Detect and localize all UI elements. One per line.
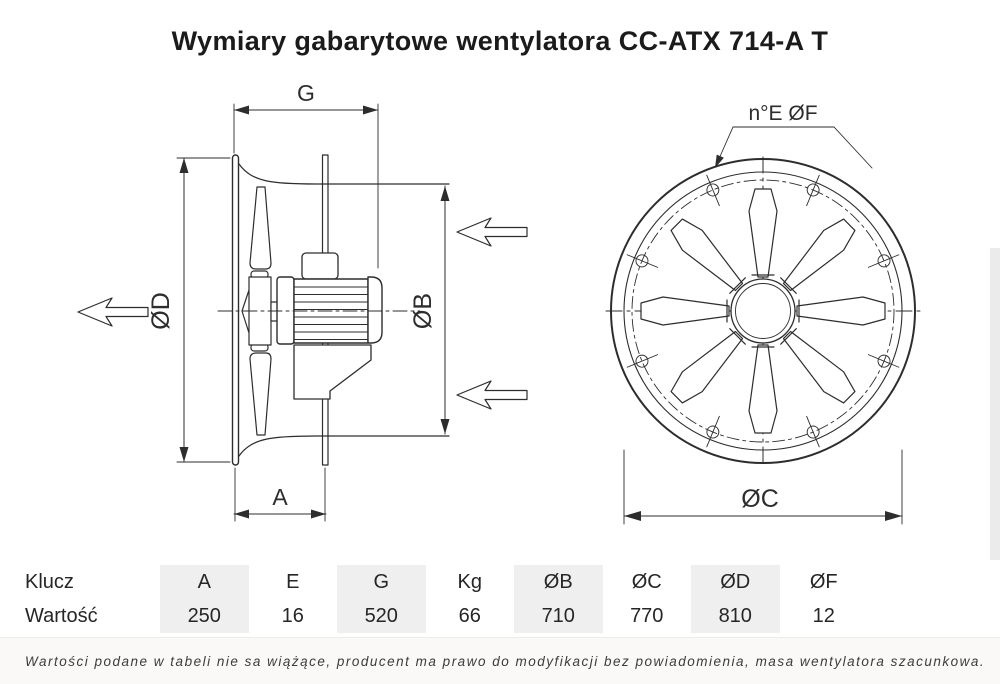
- table-value: 250: [187, 605, 221, 627]
- bolt-note: [715, 102, 872, 168]
- dim-label-OB: ØB: [409, 292, 437, 330]
- dim-label-OC: ØC: [741, 485, 779, 513]
- disclaimer-text: Wartości podane w tabeli nie sa wiążące, producent ma prawo do modyfikacji bez powiadomienia, masa wentylatora szacunkowa.: [25, 654, 986, 669]
- table-row-labels: [0, 565, 160, 633]
- dimension-OD: [147, 158, 230, 462]
- impeller-front: [641, 189, 885, 433]
- junction-box: [302, 253, 338, 279]
- table-column-od: [691, 565, 780, 633]
- table-key: ØB: [543, 571, 573, 593]
- hub: [731, 279, 795, 343]
- table-value: 520: [364, 605, 398, 627]
- table-value: 16: [281, 605, 304, 627]
- motor: [277, 253, 382, 399]
- table-column-oc: [603, 565, 692, 633]
- page-title: Wymiary gabarytowe wentylatora CC-ATX 714-A T: [171, 26, 829, 56]
- table-key: Kg: [457, 571, 482, 593]
- table-column-of: [780, 565, 869, 633]
- dimensions-table: [0, 565, 1000, 633]
- dim-label-OD: ØD: [147, 292, 175, 330]
- table-value: 66: [458, 605, 481, 627]
- row-label-value: Wartość: [25, 605, 98, 627]
- side-view: [78, 80, 527, 521]
- dim-label-A: A: [272, 484, 288, 510]
- technical-drawing: [0, 75, 1000, 545]
- table-key: G: [373, 571, 390, 593]
- row-label-key: Klucz: [25, 571, 74, 593]
- airflow-arrow-inlet-bottom: [457, 381, 527, 409]
- motor-bracket: [294, 345, 371, 399]
- table-key: A: [197, 571, 211, 593]
- table-value: 710: [541, 605, 575, 627]
- table-column-ob: [514, 565, 603, 633]
- table-key: ØD: [720, 571, 751, 593]
- table-column-e: [249, 565, 338, 633]
- right-edge-strip: [990, 248, 1000, 560]
- table-column-a: [160, 565, 249, 633]
- dimension-OB: [409, 186, 450, 434]
- table-value: 810: [718, 605, 752, 627]
- airflow-arrow-left: [78, 298, 148, 326]
- dim-label-G: G: [297, 80, 315, 106]
- table-value: 12: [812, 605, 835, 627]
- table-value: 770: [630, 605, 664, 627]
- dimension-A: [234, 468, 326, 521]
- table-column-g: [337, 565, 426, 633]
- table-key: E: [286, 571, 300, 593]
- front-view: [606, 102, 920, 524]
- airflow-arrow-inlet-top: [457, 218, 527, 246]
- disclaimer-bar: [0, 637, 1000, 684]
- table-key: ØF: [809, 571, 838, 593]
- bolt-note-label: n°E ØF: [748, 102, 818, 125]
- table-key: ØC: [631, 571, 662, 593]
- table-column-kg: [426, 565, 515, 633]
